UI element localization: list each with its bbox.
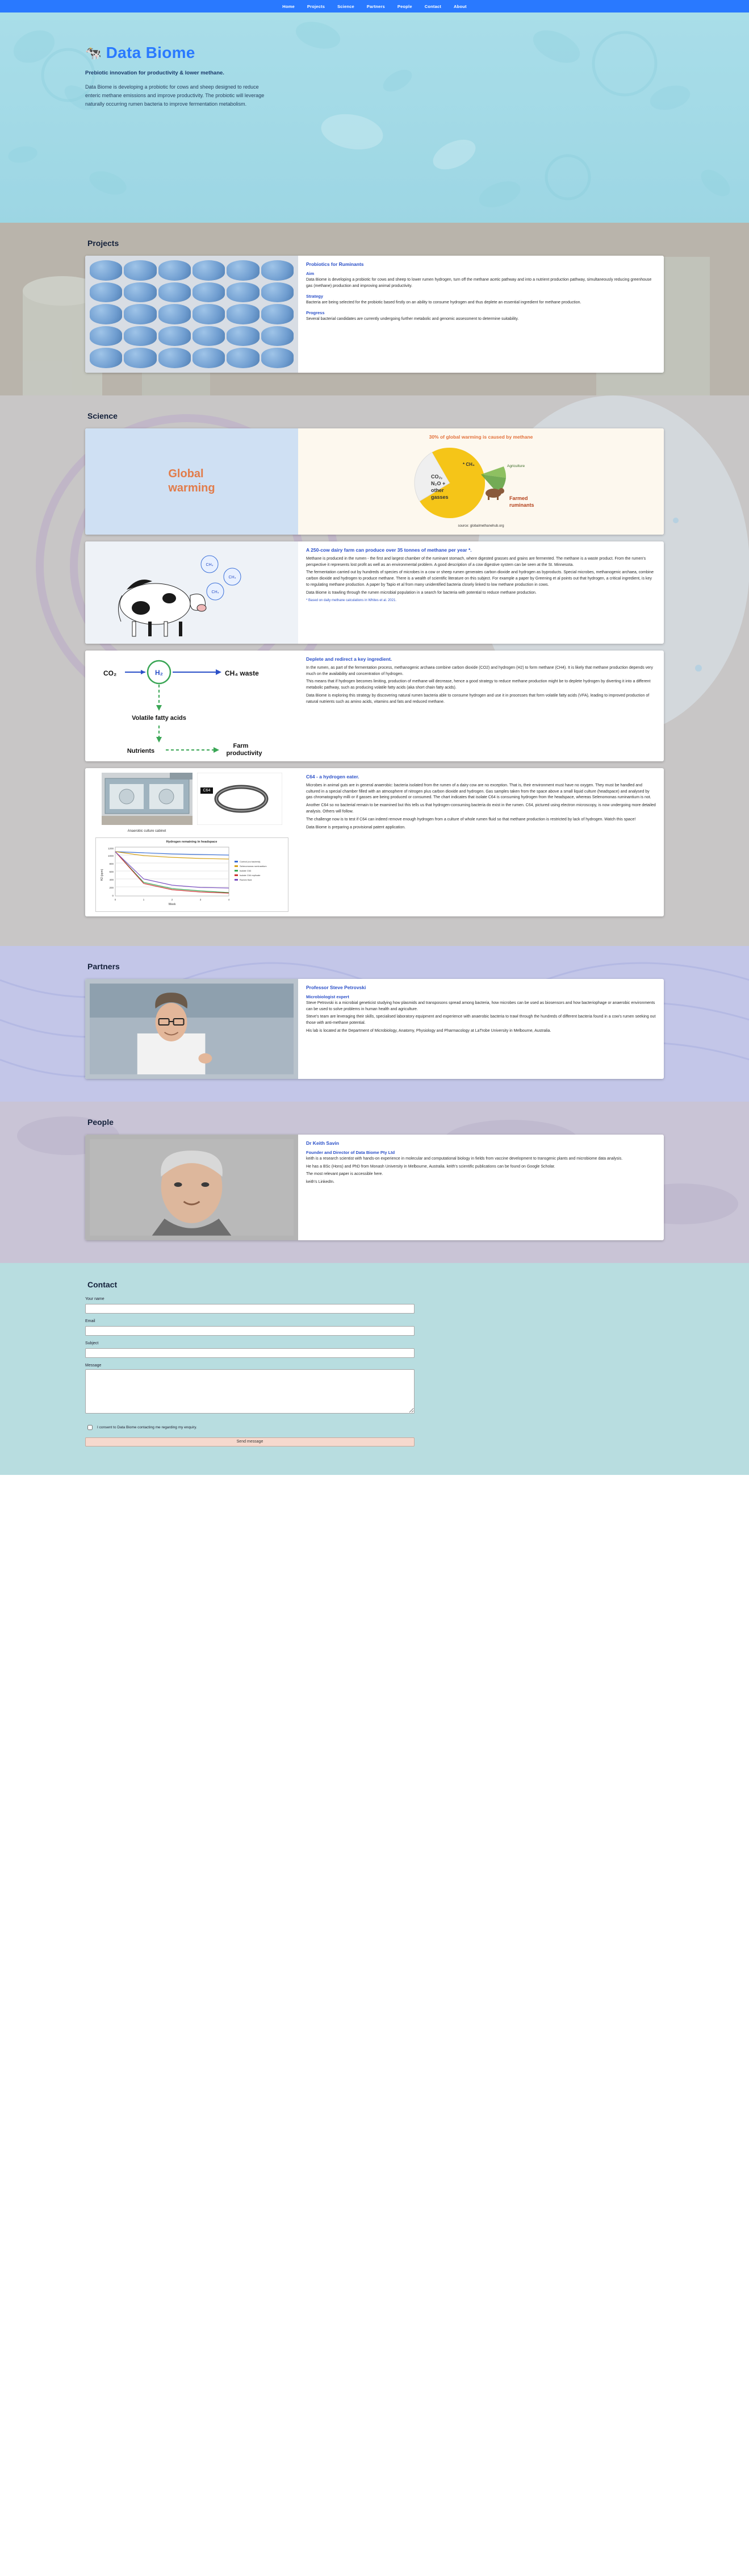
person-photo bbox=[85, 1135, 298, 1240]
partner-p3: His lab is located at the Department of Microbiology, Anatomy, Physiology and Pharmacology at LaTrobe University in Melbourne, Australia. bbox=[306, 1029, 551, 1033]
pill-shape bbox=[158, 260, 191, 281]
project-aim-text: Data Biome is developing a probiotic for cows and sheep to lower rumen hydrogen, turn off the methane acetic pathway and into a nutrient production pathway, simultaneously reducing greenhouse gas (methane) production and improving animal productivity. bbox=[306, 278, 652, 288]
deplete-redirect-p3: Data Biome is exploring this strategy by discovering natural rumen bacteria able to consume hydrogen and use it in processes that form volatile fatty acids (VFA), leading to improved production of natural nutrients such as amino acids, vitamins and fats and reduced methane. bbox=[306, 694, 650, 704]
project-progress-text: Several bacterial candidates are currently undergoing further metabolic and genomic assessment to determine suitability. bbox=[306, 316, 519, 321]
pie-chart-source-caption: source: globalmethanehub.org bbox=[458, 524, 504, 528]
nav-item-contact[interactable]: Contact bbox=[424, 3, 442, 9]
brand bbox=[85, 44, 749, 62]
methane-pie-chart bbox=[306, 443, 656, 523]
people-section bbox=[0, 1102, 749, 1263]
svg-text:Isolate C64: Isolate C64 bbox=[239, 869, 251, 872]
pill-shape bbox=[158, 348, 191, 368]
dairy-methane-p1: Methane is produced in the rumen - the first and largest chamber of the ruminant stomach, where digested grasses and grains are fermented. The methane is a waste product. From the rumen's perspective it represents lost profit as well as an environmental problem. A good description of a cow digestive system can be seen at the St. Minnesota. bbox=[306, 556, 646, 567]
contact-email-input[interactable] bbox=[85, 1326, 415, 1336]
pill-shape bbox=[90, 348, 122, 368]
dairy-methane-footnote: * Based on daily methane calculations in Whites et al. 2021. bbox=[306, 598, 397, 602]
svg-text:Farm: Farm bbox=[233, 742, 248, 749]
pill-shape bbox=[227, 260, 259, 281]
svg-text:CH₄: CH₄ bbox=[211, 590, 219, 594]
contact-message-label: Message bbox=[85, 1363, 102, 1368]
svg-text:CH₄: CH₄ bbox=[228, 575, 236, 580]
anaerobic-cabinet-caption: Anaerobic culture cabinet bbox=[127, 829, 166, 833]
send-message-button[interactable]: Send message bbox=[85, 1437, 415, 1447]
contact-subject-input[interactable] bbox=[85, 1348, 415, 1358]
svg-text:H2 (ppm): H2 (ppm) bbox=[100, 869, 104, 881]
nav-item-projects[interactable]: Projects bbox=[307, 3, 325, 9]
c64-p3: The challenge now is to test if C64 can indeed remove enough hydrogen from a culture of whole rumen fluid so that methane production is restricted by lack of hydrogen. Watch this space! bbox=[306, 817, 636, 822]
projects-section bbox=[0, 223, 749, 395]
person-linkedin[interactable]: keith's LinkedIn. bbox=[306, 1180, 334, 1185]
pill-shape bbox=[193, 326, 225, 347]
global-warming-word-1: Global bbox=[168, 468, 204, 481]
contact-email-label: Email bbox=[85, 1319, 95, 1323]
pill-shape bbox=[261, 282, 294, 303]
project-strategy-heading: Strategy bbox=[306, 293, 324, 299]
partners-section bbox=[0, 946, 749, 1102]
project-progress-heading: Progress bbox=[306, 310, 325, 315]
c64-p4: Data Biome is preparing a provisional patent application. bbox=[306, 825, 406, 830]
partner-role: Microbiologist expert bbox=[306, 994, 349, 999]
pill-shape bbox=[158, 304, 191, 324]
c64-media-block bbox=[85, 768, 298, 916]
pill-shape bbox=[158, 326, 191, 347]
svg-text:Nutrients: Nutrients bbox=[127, 747, 154, 755]
svg-text:1: 1 bbox=[143, 898, 144, 901]
pill-shape bbox=[227, 326, 259, 347]
cow-icon: 🐄 bbox=[85, 45, 102, 60]
partner-name: Professor Steve Petrovski bbox=[306, 984, 366, 990]
svg-text:1000: 1000 bbox=[107, 854, 114, 857]
svg-text:Isolate C64 replicate: Isolate C64 replicate bbox=[239, 873, 260, 877]
person-role: Founder and Director of Data Biome Pty Ltd bbox=[306, 1149, 395, 1155]
consent-label: I consent to Data Biome contacting me regarding my enquiry. bbox=[97, 1425, 197, 1429]
person-name: Dr Keith Savin bbox=[306, 1140, 340, 1146]
people-title: People bbox=[87, 1117, 114, 1127]
svg-text:CH₄ waste: CH₄ waste bbox=[224, 669, 259, 677]
pill-shape bbox=[124, 282, 156, 303]
pill-shape bbox=[261, 326, 294, 347]
consent-row bbox=[85, 1423, 664, 1432]
svg-text:0: 0 bbox=[114, 898, 116, 901]
global-warming-graphic bbox=[85, 428, 298, 535]
pill-shape bbox=[261, 304, 294, 324]
svg-text:2: 2 bbox=[171, 898, 173, 901]
top-navigation-bar bbox=[0, 0, 749, 12]
svg-text:CO₂,: CO₂, bbox=[431, 473, 442, 480]
svg-text:0: 0 bbox=[111, 894, 114, 897]
svg-text:other: other bbox=[431, 487, 444, 493]
svg-text:N₂O +: N₂O + bbox=[431, 480, 446, 486]
pill-shape bbox=[158, 282, 191, 303]
contact-name-input[interactable] bbox=[85, 1304, 415, 1314]
c64-micrograph bbox=[197, 773, 282, 828]
science-card-global-warming bbox=[85, 428, 664, 535]
svg-text:Week: Week bbox=[168, 902, 175, 906]
project-strategy-text: Bacteria are being selected for the probiotic based firstly on an ability to consume hydrogen and thus deplete an essential ingredient for methane production. bbox=[306, 300, 581, 305]
hero-section bbox=[0, 12, 749, 223]
svg-text:200: 200 bbox=[108, 886, 114, 889]
c64-p1: Microbes in animal guts are in general anaerobic: bacteria isolated from the rumen of a dairy cow are no exception. That is, their environment must have no oxygen. They must be handled and cultured in a special chamber filled with an atmosphere of nitrogen plus carbon dioxide and hydrogen. Gas samples taken from the space above a small liquid culture (headspace) and analysed by gas chromatography milli or if gasses are being produced or consumed. The chart indicates that isolate C64 is consuming hydrogen from the headspace, whereas Selenomonas ruminantium is not. bbox=[306, 783, 651, 800]
contact-section bbox=[0, 1263, 749, 1475]
consent-checkbox[interactable] bbox=[87, 1425, 93, 1430]
person-p1: keith is a research scientist with hands-on experience in molecular and computational biology in fields from vaccine development to transgenic plants and microbiome data analysis. bbox=[306, 1156, 623, 1161]
nav-item-home[interactable]: Home bbox=[282, 3, 295, 9]
contact-title: Contact bbox=[87, 1279, 118, 1289]
chart-title: Hydrogen remaining in headspace bbox=[166, 840, 217, 844]
projects-title: Projects bbox=[87, 239, 119, 248]
deplete-redirect-p1: In the rumen, as part of the fermentation process, methanogenic archaea combine carbon dioxide (CO2) and hydrogen (H2) to form methane (CH4). It is likely that methane production depends very much on the availability and concentration of hydrogen. bbox=[306, 665, 653, 676]
pill-shape bbox=[227, 348, 259, 368]
science-title: Science bbox=[87, 411, 118, 420]
page-title: Data Biome bbox=[106, 44, 195, 61]
svg-text:H₂: H₂ bbox=[154, 668, 163, 677]
c64-title: C64 - a hydrogen eater. bbox=[306, 773, 359, 780]
methane-warming-title: 30% of global warming is caused by methane bbox=[429, 433, 533, 440]
svg-text:600: 600 bbox=[108, 870, 114, 873]
pill-shape bbox=[261, 260, 294, 281]
hydrogen-pathway-diagram bbox=[85, 651, 298, 761]
pill-shape bbox=[193, 260, 225, 281]
project-card-title: Probiotics for Ruminants bbox=[306, 261, 364, 267]
pill-shape bbox=[261, 348, 294, 368]
project-card-probiotics bbox=[85, 256, 664, 373]
svg-text:CH₄: CH₄ bbox=[206, 562, 213, 567]
science-card-c64 bbox=[85, 768, 664, 916]
hero-tagline: Prebiotic innovation for productivity & lower methane. bbox=[85, 70, 224, 76]
svg-text:800: 800 bbox=[108, 862, 114, 865]
partner-p1: Steve Petrovski is a microbial geneticist studying how plasmids and transposons spread among bacteria, how microbes can be used as biosensors and how bacteriophage or anaerobic environments can be used to solve problems in human health and agriculture. bbox=[306, 1001, 655, 1011]
project-image-pills bbox=[85, 256, 298, 373]
contact-message-textarea[interactable] bbox=[85, 1369, 415, 1414]
contact-subject-label: Subject bbox=[85, 1341, 99, 1345]
pill-shape bbox=[90, 260, 122, 281]
svg-text:1200: 1200 bbox=[107, 847, 114, 850]
svg-text:productivity: productivity bbox=[226, 749, 262, 757]
svg-text:Control (no bacteria): Control (no bacteria) bbox=[239, 860, 260, 863]
pill-shape bbox=[124, 348, 156, 368]
svg-text:Agriculture: Agriculture bbox=[507, 464, 525, 468]
pill-shape bbox=[227, 282, 259, 303]
cow-methane-diagram bbox=[85, 541, 298, 644]
pill-shape bbox=[124, 260, 156, 281]
person-p2: He has a BSc (Hons) and PhD from Monash University in Melbourne, Australia. keith's scientific publications can be found on Google Scholar. bbox=[306, 1164, 555, 1169]
pill-shape bbox=[90, 326, 122, 347]
partner-card-petrovski bbox=[85, 979, 664, 1079]
dairy-methane-p2: The fermentation carried out by hundreds of species of microbes in a cow or sheep rumen generates carbon dioxide and hydrogen as byproducts. Special microbes, methanogenic archaea, combine carbon dioxide and hydrogen to produce methane. There is a wealth of scientific literature on this subject. For example a paper by Greening et al points out that hydrogen, a critical ingredient, is key to regulating methane production. A paper by Tapio et al from many unidentified bacteria closely linked to low methane production in cows. bbox=[306, 570, 654, 587]
svg-text:Rumen fluid: Rumen fluid bbox=[239, 878, 252, 881]
contact-name-label: Your name bbox=[85, 1297, 104, 1301]
pill-shape bbox=[124, 326, 156, 347]
pill-shape bbox=[193, 348, 225, 368]
person-card-savin bbox=[85, 1135, 664, 1240]
svg-text:3: 3 bbox=[199, 898, 201, 901]
partner-p2: Steve's team are leveraging their skills, specialised laboratory equipment and experience with anaerobic bacteria to trawl through the hundreds of different bacteria found in a cow's rumen seeking out those with anti-methane potential. bbox=[306, 1015, 656, 1026]
global-warming-word-2: warming bbox=[168, 482, 215, 495]
svg-text:* CH₄: * CH₄ bbox=[463, 461, 475, 467]
svg-text:Volatile fatty acids: Volatile fatty acids bbox=[131, 714, 186, 722]
c64-label: C64 bbox=[200, 787, 214, 794]
science-section bbox=[0, 395, 749, 946]
c64-p2: Another C64 so no bacterial remain to be examined but this tells us that hydrogen-consuming bacteria do exist in the rumen. C64, pictured using electron microscopy, is now undergoing more detailed analysis. Others will follow. bbox=[306, 803, 656, 814]
person-p3: The most relevant paper is accessible here. bbox=[306, 1172, 383, 1177]
science-card-deplete-redirect bbox=[85, 651, 664, 761]
project-aim-heading: Aim bbox=[306, 271, 315, 276]
pill-shape bbox=[193, 282, 225, 303]
svg-text:Selenomonas ruminantium: Selenomonas ruminantium bbox=[239, 864, 267, 868]
hero-description: Data Biome is developing a probiotic for cows and sheep designed to reduce enteric methane emissions and improve productivity. The probiotic will leverage naturally occurring rumen bacteria to improve fermentation metabolism. bbox=[85, 84, 265, 107]
nav-item-about[interactable]: About bbox=[454, 3, 467, 9]
svg-text:400: 400 bbox=[108, 878, 114, 881]
svg-text:Farmed: Farmed bbox=[509, 495, 528, 501]
pill-shape bbox=[227, 304, 259, 324]
nav-item-partners[interactable]: Partners bbox=[366, 3, 385, 9]
svg-text:4: 4 bbox=[228, 898, 229, 901]
science-card-dairy-methane bbox=[85, 541, 664, 644]
svg-text:gasses: gasses bbox=[431, 494, 449, 500]
pill-shape bbox=[90, 282, 122, 303]
nav-item-science[interactable]: Science bbox=[337, 3, 354, 9]
anaerobic-cabinet-photo bbox=[102, 773, 193, 833]
deplete-redirect-title: Deplete and redirect a key ingredient. bbox=[306, 656, 392, 662]
deplete-redirect-p2: This means that if hydrogen becomes limiting, production of methane will decrease, hence a good strategy to reduce methane production might be to deplete hydrogen by diverting it into a different metabolic pathway, such as producing volatile fatty acids (aka short chain fatty acids). bbox=[306, 680, 651, 690]
partner-photo bbox=[85, 979, 298, 1079]
pill-shape bbox=[193, 304, 225, 324]
svg-text:ruminants: ruminants bbox=[509, 502, 534, 508]
partners-title: Partners bbox=[87, 961, 120, 971]
svg-text:CO₂: CO₂ bbox=[103, 669, 116, 677]
hydrogen-headspace-chart bbox=[95, 837, 288, 912]
dairy-methane-p3: Data Biome is trawling through the rumen microbial population in a search for bacteria with potential to reduce methane production. bbox=[306, 590, 537, 595]
pill-shape bbox=[90, 304, 122, 324]
dairy-methane-title: A 250-cow dairy farm can produce over 35 tonnes of methane per year *. bbox=[306, 547, 472, 553]
nav-item-people[interactable]: People bbox=[397, 3, 412, 9]
pill-shape bbox=[124, 304, 156, 324]
